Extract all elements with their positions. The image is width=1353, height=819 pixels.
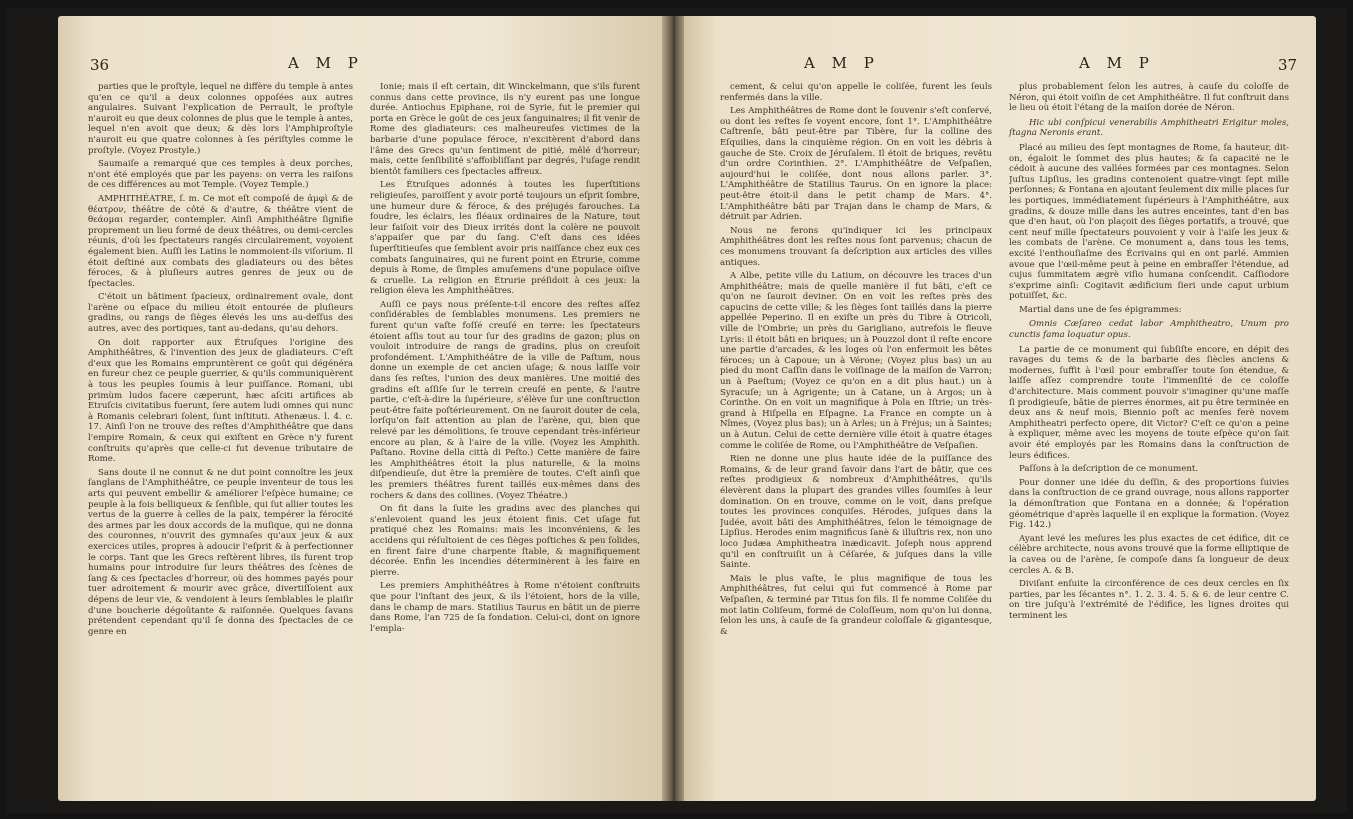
text-column-1 — [720, 82, 992, 787]
text-column-2 — [370, 82, 640, 787]
running-header: A M P — [1079, 54, 1155, 72]
paragraph: AMPHITHÉATRE, ſ. m. Ce mot eſt compoſé de ἀμφὶ & de θέατρον, théâtre de côté & d'autre, & théâtre vient de θεάομαι regarder, contempler. Ainſi Amphithéâtre ſignifie proprement un lieu formé de deux théâtres, ou demi-cercles réunis, d'où les ſpectateurs rangés circulairement, voyoient également bien. Auſſi les Latins le nommoient-ils viſorium. Il étoit deſtiné aux combats des gladiateurs ou des bêtes féroces, & à pluſieurs autres genres de jeux ou de ſpectacles. — [88, 193, 353, 289]
page-number: 36 — [90, 56, 110, 74]
paragraph: cement, & celui qu'on appelle le coliſée, furent les ſeuls renfermés dans la ville. — [720, 82, 992, 103]
paragraph: Pour donner une idée du deſſin, & des proportions ſuivies dans la conſtruction de ce grand ouvrage, nous allons rapporter la démonſtration que Fontana en a donnée; & l'opération géométrique d'après laquelle il en explique la formation. (Voyez Fig. 142.) — [1009, 477, 1289, 531]
paragraph: Rien ne donne une plus haute idée de la puiſſance des Romains, & de leur grand ſavoir dans l'art de bâtir, que ces reſtes prodigieux & nombreux d'Amphithéâtres, qu'ils élevèrent dans la plupart des grandes villes ſoumiſes à leur domination. On en trouve, comme on le voit, dans preſque toutes les provinces conquiſes. Hérodes, juſques dans la Judée, avoit bâti des Amphithéâtres, ſelon le témoignage de Lipſius. Herodes enim magnificus ſanè & illuſtris rex, non uno loco Judæa Amphitheatra inædicavit. Joſeph nous apprend qu'il en conſtruiſit un à Céſarée, & juſques dans la ville Sainte. — [720, 454, 992, 571]
paragraph: Saumaiſe a remarqué que ces temples à deux porches, n'ont été employés que par les payens: on verra les raiſons de ces différences au mot Temple. (Voyez Temple.) — [88, 159, 353, 191]
paragraph: Martial dans une de ſes épigrammes: — [1019, 304, 1182, 315]
paragraph: On fit dans la ſuite les gradins avec des planches qui s'enlevoient quand les jeux étoient finis. Cet uſage fut pratiqué chez les Romains: mais les inconvéniens, & les accidens qui réſultoient de ces ſièges poſtiches & peu ſolides, en firent faire d'une charpente ſtable, & magnifiquement décorée. Enfin les incendies déterminèrent à les faire en pierre. — [370, 504, 640, 578]
text-column-1 — [88, 82, 353, 787]
paragraph: On doit rapporter aux Étruſques l'origine des Amphithéâtres, & l'invention des jeux de gladiateurs. C'eſt d'eux que les Romains empruntèrent ce goût qui dégénéra en fureur chez ce peuple guerrier, & qu'ils communiquèrent à tous les peuples ſoumis à leur puiſſance. Romani, ubi primùm ludos facere cæperunt, hæc aſciti artifices ab Etruſcis civitatibus fuerunt, ſere autem ludi omnes qui nunc à Romanis celebrari ſolent, ſunt inſtituti. Athenæus. l. 4. c. 17. Ainſi l'on ne trouve des reſtes d'Amphithéâtre que dans l'empire Romain, & ceux qui exiſtent en Grèce n'y furent conſtruits qu'après que celle-ci fut devenue tributaire de Rome. — [88, 337, 353, 465]
book-gutter — [662, 16, 686, 801]
paragraph: La partie de ce monument qui ſubſiſte encore, en dépit des ravages du tems & de la barbarie des ſiècles anciens & modernes, ſuffit à l'œil pour embraſſer toute ſon étendue, & laiſſe aſſez comprendre toute l'immenſité de ce coloſſe d'architecture. Mais comment pouvoir s'imaginer qu'une maſſe ſi prodigieuſe, bâtie de pierres énormes, ait pu être terminée en deux ans & neuf mois, Biennio poſt ac menſes ferè novem Amphitheatri perfecto opere, dit Victor? C'eſt ce qu'on a peine à expliquer, même avec les moyens de toute eſpèce qu'on ſait avoir été employés par les Romains dans la conſtruction de leurs édifices. — [1009, 344, 1289, 461]
paragraph: Les Étruſques adonnés à toutes les ſuperſtitions religieuſes, paroiſſent y avoir porté toujours un eſprit ſombre, une humeur dure & féroce, & des préjugés farouches. La foudre, les éclairs, les fléaux ordinaires de la Nature, tout leur faiſoit voir des Dieux irrités dont la colère ne pouvoit s'appaiſer que par du ſang. C'eſt dans ces idées ſuperſtitieuſes que ſemblent avoir pris naiſſance chez eux ces combats ſanguinaires, qui ne furent point en Étrurie, comme depuis à Rome, de ſimples amuſemens d'une populace oiſive & cruelle. La religion en Étrurie préſidoit à ces jeux: la religion éleva les Amphithéâtres. — [370, 180, 640, 297]
paragraph: plus probablement ſelon les autres, à cauſe du coloſſe de Néron, qui étoit voiſin de cet Amphithéâtre. Il fut conſtruit dans le lieu où étoit l'étang de la maiſon dorée de Néron. — [1009, 82, 1289, 114]
paragraph: Ayant levé les meſures les plus exactes de cet édifice, dit ce célèbre architecte, nous avons trouvé que la forme elliptique de la cavea ou de l'arène, ſe compoſe dans ſa longueur de deux cercles A. & B. — [1009, 533, 1289, 576]
paragraph: Mais le plus vaſte, le plus magnifique de tous les Amphithéâtres, fut celui qui fut commencé à Rome par Veſpaſien, & terminé par Titus ſon fils. Il fe nomme Coliſée du mot latin Coliſeum, formé de Coloſſeum, nom qu'on lui donna, ſelon les uns, à cauſe de ſa grandeur coloſſale & gigantesque, & — [720, 573, 992, 637]
paragraph: parties que le proſtyle, lequel ne diffère du temple à antes qu'en ce qu'il a deux colonnes oppoſées aux autres angulaires. Suivant l'explication de Perrault, le proſtyle n'auroit eu que deux colonnes de plus que le temple à antes, lequel n'en avoit que deux; & dès lors l'Amphiproſtyle n'auroit eu que quatre colonnes à ſes périſtyles comme le proſtyle. (Voyez Prostyle.) — [88, 82, 353, 156]
running-header: A M P — [288, 54, 364, 72]
paragraph: Ionie; mais il eſt certain, dit Winckelmann, que s'ils furent connus dans cette province, ils n'y eurent pas une longue durée. Antiochus Epiphane, roi de Syrie, fut le premier qui porta en Grèce le goût de ces jeux ſanguinaires; il fit venir de Rome des gladiateurs: ces malheureuſes victimes de la barbarie d'une populace féroce, n'excitèrent d'abord dans l'âme des Grecs qu'un ſentiment de pitié, mêlé d'horreur; mais, cette ſenſibilité s'affoibliſſant par degrés, l'uſage rendit bientôt familiers ces ſpectacles affreux. — [370, 82, 640, 177]
left-page — [58, 16, 664, 801]
verse-quote: Omnis Cæſareo cedat labor Amphitheatro, Unum pro cunctis fama loquatur opus. — [1009, 319, 1289, 341]
paragraph: Nous ne ferons qu'indiquer ici les principaux Amphithéâtres dont les reſtes nous ſont parvenus; chacun de ces monumens trouvant ſa deſcription aux articles des villes antiques. — [720, 225, 992, 268]
paragraph: A Albe, petite ville du Latium, on découvre les traces d'un Amphithéâtre; mais de quelle manière il fut bâti, c'eſt ce qu'on ne ſauroit deviner. On en voit les reſtes près des capucins de cette ville; & les ſièges ſont taillés dans la pierre appellée Peperino. Il en exiſte un près du Tibre à Otricoli, ville de l'Ombrie; un près du Garigliano, autrefois le fleuve Lyris: il étoit bâti en briques; un à Pouzzol dont il reſte encore une partie d'arcades, & les loges où l'on enfermoit les bêtes féroces; un à Capoue; un à Vérone; (Voyez plus bas) un au pied du mont Caſſin dans le voiſinage de la maiſon de Varron; un à Paeſtum; (Voyez ce qu'on en a dit plus haut.) un à Syracuſe; un à Agrigente; un à Catane, un à Argos; un à Corinthe. On en voit un magnifique à Pola en Iſtrie; un très-grand à Hiſpella en Eſpagne. La France en compte un à Nîmes, (Voyez plus bas); un à Arles; un à Fréjus; un à Saintes; un à Autun. Celui de cette dernière ville étoit à quatre étages comme le coliſée de Rome, ou l'Amphithéâtre de Veſpaſien. — [720, 271, 992, 451]
paragraph: C'étoit un bâtiment ſpacieux, ordinairement ovale, dont l'arène ou eſpace du milieu étoit entourée de pluſieurs gradins, ou rangs de ſièges élevés les uns au-deſſus des autres, avec des portiques, tant au-dedans, qu'au dehors. — [88, 292, 353, 335]
running-header: A M P — [804, 54, 880, 72]
paragraph: Les premiers Amphithéâtres à Rome n'étoient conſtruits que pour l'inſtant des jeux, & ils l'étoient, hors de la ville, dans le champ de mars. Statilius Taurus en bâtit un de pierre dans Rome, l'an 725 de ſa fondation. Celui-ci, dont on ignore l'empla- — [370, 581, 640, 634]
page-number: 37 — [1278, 56, 1298, 74]
paragraph: Les Amphithéâtres de Rome dont le ſouvenir s'eſt conſervé, ou dont les reſtes ſe voyent encore, ſont 1°. L'Amphithéâtre Caſtrenſe, bâti peut-être par Tibère, ſur la colline des Eſquilies, dans la cinquième région. On en voit les débris à gauche de Ste. Croix de Jéruſalem. Il étoit de briques, revêtu d'un ordre Corinthien. 2°. L'Amphithéâtre de Veſpaſien, aujourd'hui le coliſée, dont nous allons parler. 3°. L'Amphithéâtre de Statilius Taurus. On en ignore la place: peut-être étoit-il dans le petit champ de Mars. 4°. L'Amphithéâtre bâti par Trajan dans le champ de Mars, & détruit par Adrien. — [720, 106, 992, 223]
text-column-2 — [1009, 82, 1289, 787]
paragraph: Diviſant enſuite la circonférence de ces deux cercles en ſix parties, par les ſécantes n°. 1. 2. 3. 4. 5. & 6. de leur centre C. on tire juſqu'à l'extrémité de l'édifice, les lignes droites qui terminent les — [1009, 579, 1289, 621]
paragraph: Auſſi ce pays nous préſente-t-il encore des reſtes aſſez conſidérables de ſemblables monumens. Les premiers ne furent qu'un vaſte foſſé creuſé en terre: les ſpectateurs étoient aſſis tout au tour ſur des gradins de gazon; plus on vouloit introduire de rangs de gradins, plus on creuſoit profondément. L'Amphithéâtre de la ville de Paſtum, nous donne un exemple de cet ancien uſage; & nous laiſſe voir dans ſes reſtes, l'union des deux manières. Une moitié des gradins eſt aſſiſe ſur le terrein creuſé en pente, & l'autre partie, c'eſt-à-dire la ſupérieure, s'élève ſur une conſtruction peut-être faite poſtérieurement. On ne ſauroit douter de cela, lorſqu'on fait attention au plan de l'arène, qui, bien que relevé par les démolitions, ſe trouve cependant très-inférieur encore au plan, & à l'aire de la ville. (Voyez les Amphith. Paſtano. Rovine della città di Peſto.) Cette manière de faire les Amphithéâtres étoit la plus naturelle, & la moins diſpendieuſe, dut être la première de toutes. C'eſt ainſi que les premiers théâtres furent taillés eux-mêmes dans des rochers & dans des collines. (Voyez Théatre.) — [370, 299, 640, 501]
verse-quote: Hic ubi conſpicui venerabilis Amphitheatri Erigitur moles, ſtagna Neronis erant. — [1009, 117, 1289, 139]
paragraph: Placé au milieu des ſept montagnes de Rome, ſa hauteur, dit-on, égaloit le ſommet des plus hautes; & ſa capacité ne le cédoit à aucune des vallées formées par ces montagnes. Selon Juſtus Lipſius, les gradins contenoient quatre-vingt ſept mille perſonnes; & Fontana en ajoutant ſeulement dix mille places ſur les portiques, immédiatement ſupérieurs à l'Amphithéâtre, aux gradins, & douze mille dans les autres enceintes, tant d'en bas que d'en haut, où l'on plaçoit des ſièges portatifs, a trouvé, que cent neuf mille ſpectateurs pouvoient y voir à l'aiſe les jeux & les combats de l'arène. Ce monument a, dans tous les tems, excité l'enthouſiaſme des Écrivains qui en ont parlé. Ammien avoue que l'œil-même peut à peine en embraſſer l'étendue, ad cujus ſummitatem ægrè viſio humana conſcendit. Caſſiodore s'exprime ainſi: Cogitavit ædificium ſieri unde caput urbium potuiſſet, &c. — [1009, 142, 1289, 302]
paragraph: Paſſons à la deſcription de ce monument. — [1019, 464, 1199, 475]
paragraph: Sans doute il ne connut & ne dut point connoître les jeux ſanglans de l'Amphithéâtre, ce peuple inventeur de tous les arts qui peuvent embellir & améliorer l'eſpèce humaine; ce peuple à la fois belliqueux & ſenſible, qui ſut allier toutes les vertus de la guerre à celles de la paix, tempérer la férocité des armes par les doux accords de la muſique, qui ne donna des couronnes, n'ouvrit des gymnaſes qu'aux jeux & aux exercices utiles, propres à adoucir l'eſprit & à perfectionner le corps. Tant que les Grecs reſtèrent libres, ils furent trop humains pour introduire ſur leurs théâtres des ſcènes de ſang & ces ſpectacles d'horreur, où des hommes payés pour tuer adroitement & mourir avec grâce, divertiſſoient aux dépens de leur vie, & vendoient à leurs ſemblables le plaiſir d'une boucherie dégoûtante & raiſonnée. Quelques ſavans prétendent cependant qu'il ſe donna des ſpectacles de ce genre en — [88, 467, 353, 637]
right-page — [684, 16, 1316, 801]
